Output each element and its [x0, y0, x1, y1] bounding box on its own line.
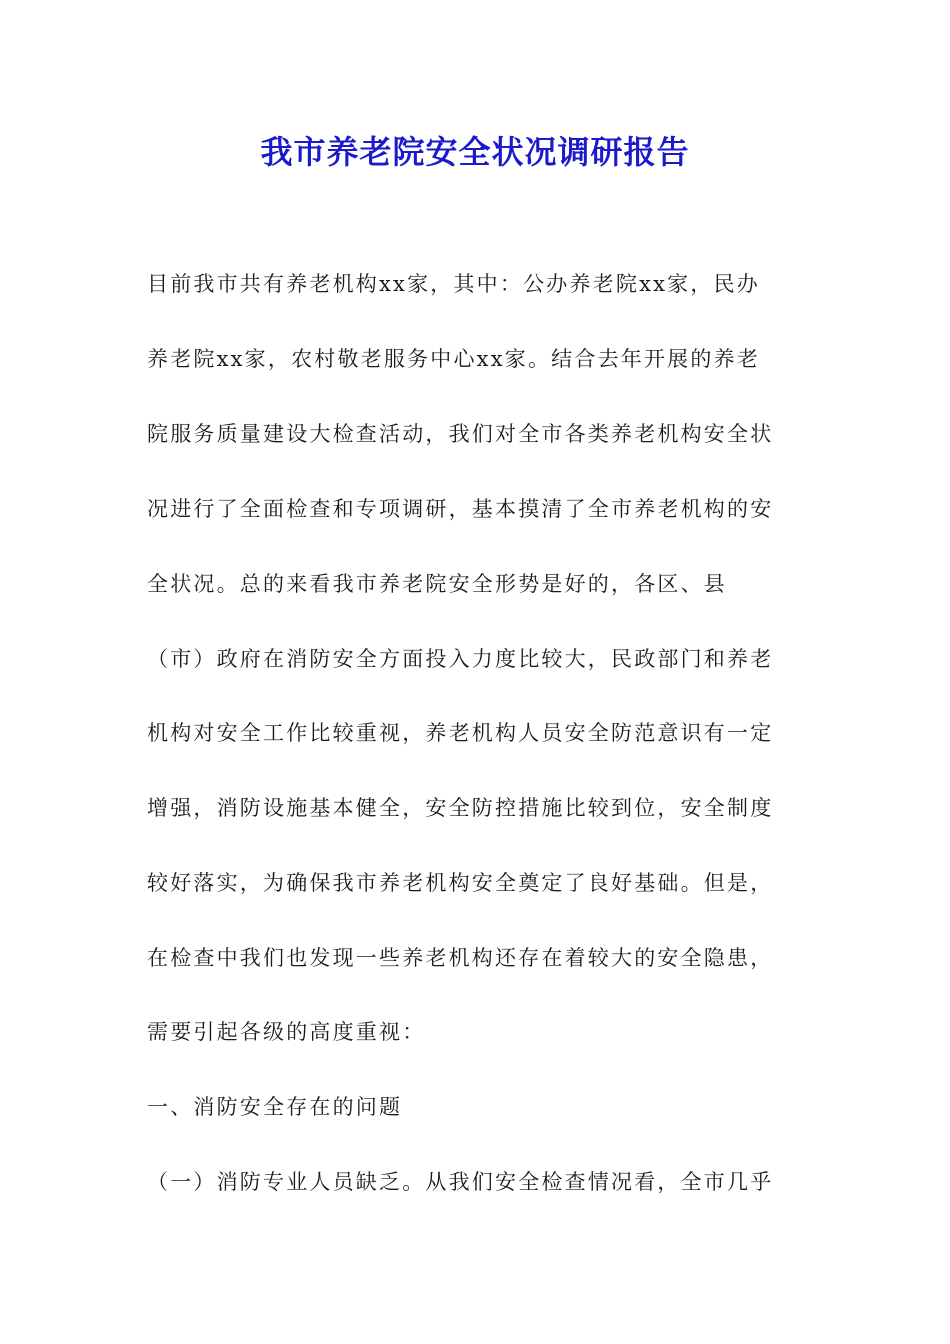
body-line: 机构对安全工作比较重视，养老机构人员安全防范意识有一定 — [147, 721, 774, 745]
body-line: 养老院xx家，农村敬老服务中心xx家。结合去年开展的养老 — [147, 347, 760, 371]
body-line: 增强，消防设施基本健全，安全防控措施比较到位，安全制度 — [147, 796, 774, 820]
body-line: （市）政府在消防安全方面投入力度比较大，民政部门和养老 — [147, 647, 774, 671]
body-line: 较好落实，为确保我市养老机构安全奠定了良好基础。但是， — [147, 871, 774, 895]
body-line: 目前我市共有养老机构xx家，其中：公办养老院xx家，民办 — [147, 272, 760, 296]
body-line: 需要引起各级的高度重视： — [147, 1020, 426, 1044]
subsection-line: （一）消防专业人员缺乏。从我们安全检查情况看，全市几乎 — [147, 1170, 774, 1194]
body-line: 院服务质量建设大检查活动，我们对全市各类养老机构安全状 — [147, 422, 774, 446]
body-line: 全状况。总的来看我市养老院安全形势是好的，各区、县 — [147, 572, 727, 596]
body-line: 况进行了全面检查和专项调研，基本摸清了全市养老机构的安 — [147, 497, 774, 521]
section-heading: 一、消防安全存在的问题 — [147, 1095, 403, 1119]
body-line: 在检查中我们也发现一些养老机构还存在着较大的安全隐患， — [147, 946, 774, 970]
document-title: 我市养老院安全状况调研报告 — [260, 133, 690, 171]
